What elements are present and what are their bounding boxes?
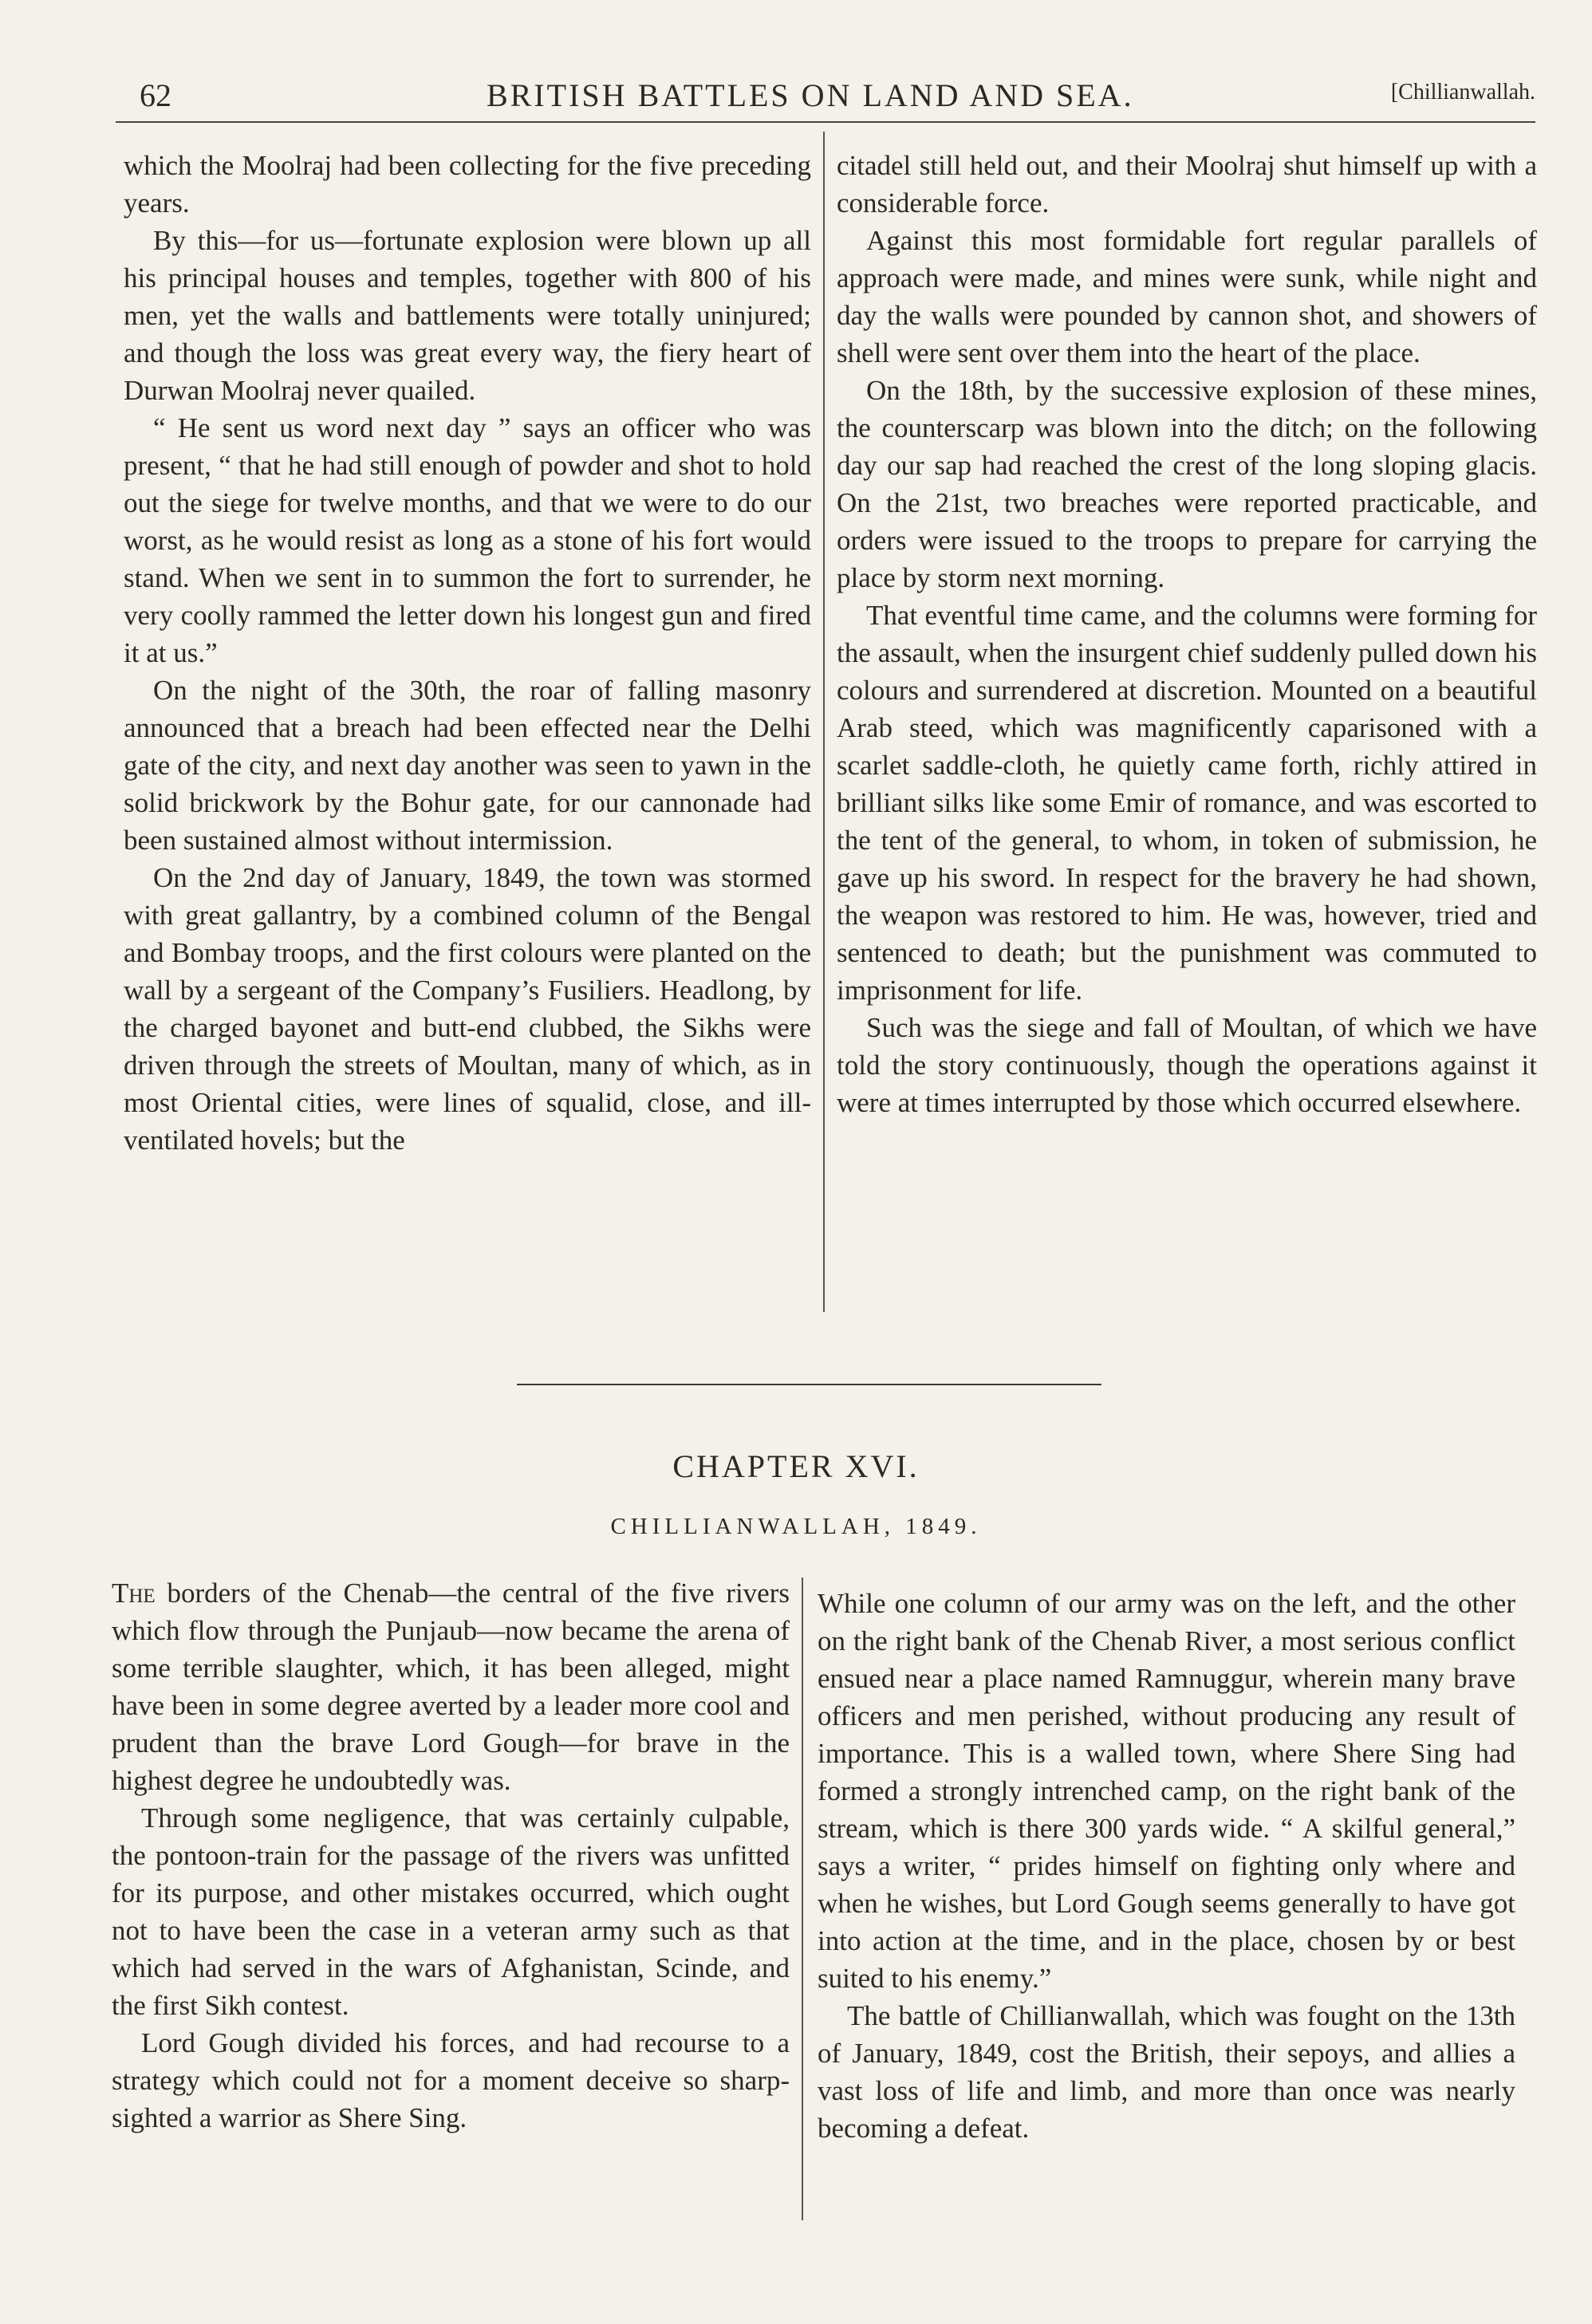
paragraph: While one column of our army was on the left, and the other on the right bank of the Chenab River, a most serious conflict ensued near a place named Ramnuggur, wherein many brave officers and men perished, without producing any result of importance. This is a walled town, where Shere Sing had formed a strongly intrenched camp, on the right bank of the stream, which is there 300 yards wide. “ A skilful general,” says a writer, “ prides himself on fighting only where and when he wishes, but Lord Gough seems generally to have got into action at the time, and in the place, chosen by or best suited to his enemy.” xyxy=(818,1588,1515,1994)
page-header xyxy=(140,77,1535,124)
paragraph: That eventful time came, and the columns were forming for the assault, when the insurgent chief suddenly pulled down his colours and surrendered at discretion. Mounted on a beautiful Arab steed, which was magnificently caparisoned with a scarlet saddle-cloth, he quietly came forth, richly attired in brilliant silks like some Emir of romance, and was escorted to the tent of the general, to whom, in token of submission, he gave up his sword. In respect for the bravery he had shown, the weapon was restored to him. He was, however, tried and sentenced to death; but the punishment was commuted to imprisonment for life. xyxy=(837,600,1537,1006)
top-right-column xyxy=(837,147,1537,1121)
paragraph: Lord Gough divided his forces, and had recourse to a strategy which could not for a moment deceive so sharp-sighted a warrior as Shere Sing. xyxy=(112,2027,790,2133)
opening-paragraph xyxy=(112,1574,790,1799)
bottom-left-column xyxy=(112,1574,790,2137)
paragraph: “ He sent us word next day ” says an officer who was present, “ that he had still enough of powder and shot to hold out the siege for twelve months, and that we were to do our worst, as he would resist as long as a stone of his fort would stand. When we sent in to summon the fort to surrender, he very coolly rammed the letter down his longest gun and fired it at us.” xyxy=(124,412,811,668)
section-marker: [Chillianwallah. xyxy=(1390,80,1535,104)
paragraph: On the 2nd day of January, 1849, the town was stormed with great gallantry, by a combined column of the Bengal and Bombay troops, and the first colours were planted on the wall by a sergeant of the Company’s Fusiliers. Headlong, by the charged bayonet and butt-end clubbed, the Sikhs were driven through the streets of Moultan, many of which, as in most Oriental cities, were lines of squalid, close, and ill-ventilated hovels; but the xyxy=(124,862,811,1156)
paragraph: By this—for us—fortunate explosion were blown up all his principal houses and temples, together with 800 of his men, yet the walls and battlements were totally uninjured; and though the loss was great every way, the fiery heart of Durwan Moolraj never quailed. xyxy=(124,225,811,406)
opening-paragraph-text: borders of the Chenab—the central of the five rivers which flow through the Punjaub—now became the arena of some terrible slaughter, which, it has been alleged, might have been in some degree averted by a leader more cool and prudent than the brave Lord Gough—for brave in the highest degree he undoubtedly was. xyxy=(112,1578,790,1796)
bottom-right-column xyxy=(818,1585,1515,2147)
opening-word: The xyxy=(112,1578,156,1609)
chapter-subtitle: CHILLIANWALLAH, 1849. xyxy=(610,1514,982,1539)
paragraph: which the Moolraj had been collecting for the five preceding years. xyxy=(124,150,811,219)
paragraph: The battle of Chillianwallah, which was fought on the 13th of January, 1849, cost the British, their sepoys, and allies a vast loss of life and limb, and more than once was nearly becoming a defeat. xyxy=(818,2000,1515,2144)
chapter-heading: CHAPTER XVI. xyxy=(672,1448,920,1484)
paragraph: On the 18th, by the successive explosion of these mines, the counterscarp was blown into the ditch; on the following day our sap had reached the crest of the long sloping glacis. On the 21st, two breaches were reported practicable, and orders were issued to the troops to prepare for carrying the place by storm next morning. xyxy=(837,375,1537,593)
running-title: BRITISH BATTLES ON LAND AND SEA. xyxy=(487,77,1134,113)
chapter-rule xyxy=(517,1384,1101,1385)
column-divider xyxy=(802,1578,803,2220)
column-divider xyxy=(823,132,825,1312)
paragraph: On the night of the 30th, the roar of falling masonry announced that a breach had been effected near the Delhi gate of the city, and next day another was seen to yawn in the solid brickwork by the Bohur gate, for our cannonade had been sustained almost without intermission. xyxy=(124,675,811,856)
paragraph: Through some negligence, that was certainly culpable, the pontoon-train for the passage of the rivers was unfitted for its purpose, and other mistakes occurred, which ought not to have been the case in a veteran army such as that which had served in the wars of Afghanistan, Scinde, and the first Sikh contest. xyxy=(112,1802,790,2021)
page-number: 62 xyxy=(140,77,171,113)
paragraph: citadel still held out, and their Moolraj shut himself up with a considerable force. xyxy=(837,150,1537,219)
top-left-column xyxy=(124,147,811,1159)
paragraph: Such was the siege and fall of Moultan, of which we have told the story continuously, though the operations against it were at times interrupted by those which occurred elsewhere. xyxy=(837,1012,1537,1118)
header-rule xyxy=(116,121,1535,123)
paragraph: Against this most formidable fort regular parallels of approach were made, and mines were sunk, while night and day the walls were pounded by cannon shot, and showers of shell were sent over them into the heart of the place. xyxy=(837,225,1537,368)
